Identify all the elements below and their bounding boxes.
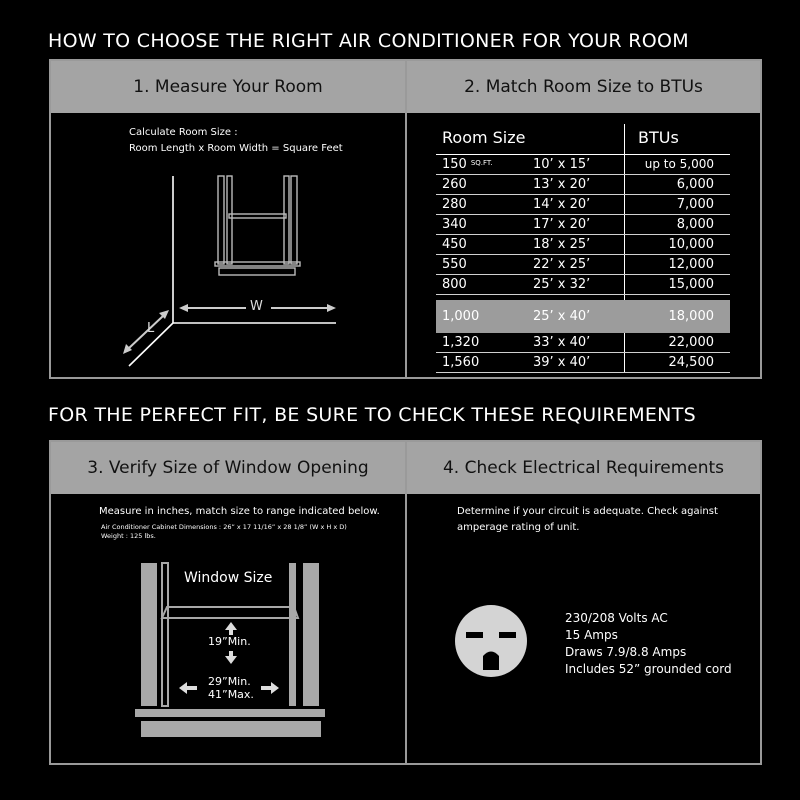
cell-btu: 12,000 [668, 257, 714, 272]
panel-measure-room-header: 1. Measure Your Room [51, 61, 405, 113]
sqft-value: 1,560 [442, 355, 480, 370]
table-row [436, 175, 730, 195]
table-header [436, 124, 730, 155]
panel-window-opening-header: 3. Verify Size of Window Opening [51, 442, 405, 494]
col-btus: BTUs [638, 128, 679, 147]
cell-sqft [442, 355, 479, 370]
cell-sqft [442, 217, 467, 232]
cell-sqft [442, 277, 467, 292]
sqft-value: 260 [442, 177, 467, 192]
width-label: W [250, 299, 263, 314]
width-min-label: 29”Min. [208, 675, 251, 688]
sqft-value: 150 [442, 157, 467, 172]
cell-btu: 18,000 [668, 309, 714, 324]
cell-sqft [442, 197, 467, 212]
spec-volts: 230/208 Volts AC [565, 611, 668, 625]
table-row [436, 275, 730, 295]
outlet-icon [407, 442, 762, 765]
electrical-instruction-2: amperage rating of unit. [457, 522, 580, 533]
cell-sqft [442, 177, 467, 192]
window-size-label: Window Size [184, 570, 273, 586]
cell-sqft [442, 335, 479, 350]
sqft-value: 1,000 [442, 309, 480, 324]
spec-draws: Draws 7.9/8.8 Amps [565, 645, 687, 659]
electrical-instruction-1: Determine if your circuit is adequate. Check against [457, 506, 718, 517]
sqft-value: 1,320 [442, 335, 480, 350]
table-row [436, 215, 730, 235]
section-title-choose: HOW TO CHOOSE THE RIGHT AIR CONDITIONER FOR YOUR ROOM [48, 30, 689, 52]
panel-electrical-header: 4. Check Electrical Requirements [407, 442, 760, 494]
table-row [436, 195, 730, 215]
window-diagram [51, 442, 407, 765]
table-row [436, 155, 730, 175]
cell-dimensions: 13’ x 20’ [533, 177, 591, 192]
cell-btu: 10,000 [668, 237, 714, 252]
sqft-value: 550 [442, 257, 467, 272]
room-size-formula: Room Length x Room Width = Square Feet [129, 143, 343, 154]
cell-btu: 7,000 [676, 197, 714, 212]
cell-sqft [442, 157, 493, 172]
spec-cord: Includes 52” grounded cord [565, 662, 732, 676]
length-label: L [147, 321, 155, 336]
cell-sqft [442, 257, 467, 272]
spec-amps: 15 Amps [565, 628, 618, 642]
sqft-unit: SQ.FT. [470, 159, 493, 167]
table-row [436, 333, 730, 353]
unit-weight: Weight : 125 lbs. [101, 532, 156, 540]
btu-table [436, 124, 730, 373]
cell-dimensions: 17’ x 20’ [533, 217, 591, 232]
cell-btu: 15,000 [668, 277, 714, 292]
room-size-label: Calculate Room Size : [129, 127, 238, 138]
table-row [436, 255, 730, 275]
sqft-value: 340 [442, 217, 467, 232]
cell-dimensions: 14’ x 20’ [533, 197, 591, 212]
sqft-value: 280 [442, 197, 467, 212]
sqft-value: 800 [442, 277, 467, 292]
cell-sqft [442, 237, 467, 252]
cabinet-dimensions: Air Conditioner Cabinet Dimensions : 26” x 17 11/16” x 28 1/8” (W x H x D) [101, 523, 347, 531]
height-min-label: 19”Min. [208, 635, 251, 648]
width-max-label: 41”Max. [208, 688, 254, 701]
panel-window-opening [49, 440, 407, 765]
cell-dimensions: 33’ x 40’ [533, 335, 591, 350]
cell-dimensions: 18’ x 25’ [533, 237, 591, 252]
window-instruction: Measure in inches, match size to range indicated below. [99, 506, 380, 517]
panel-match-btu-header: 2. Match Room Size to BTUs [407, 61, 760, 113]
cell-dimensions: 10’ x 15’ [533, 157, 591, 172]
cell-btu: 24,500 [668, 355, 714, 370]
electrical-specs [565, 610, 732, 678]
table-row [436, 235, 730, 255]
table-row [436, 300, 730, 333]
col-room-size: Room Size [442, 128, 526, 147]
cell-btu: 22,000 [668, 335, 714, 350]
cell-btu: up to 5,000 [644, 157, 714, 171]
section-title-requirements: FOR THE PERFECT FIT, BE SURE TO CHECK THESE REQUIREMENTS [48, 404, 696, 426]
cell-dimensions: 22’ x 25’ [533, 257, 591, 272]
sqft-value: 450 [442, 237, 467, 252]
cell-dimensions: 25’ x 40’ [533, 309, 591, 324]
cell-dimensions: 25’ x 32’ [533, 277, 591, 292]
cell-dimensions: 39’ x 40’ [533, 355, 591, 370]
cell-btu: 8,000 [676, 217, 714, 232]
panel-measure-room [49, 59, 407, 379]
table-row [436, 353, 730, 373]
cell-btu: 6,000 [676, 177, 714, 192]
panel-electrical [405, 440, 762, 765]
cell-sqft [442, 309, 479, 324]
room-diagram [51, 61, 407, 379]
